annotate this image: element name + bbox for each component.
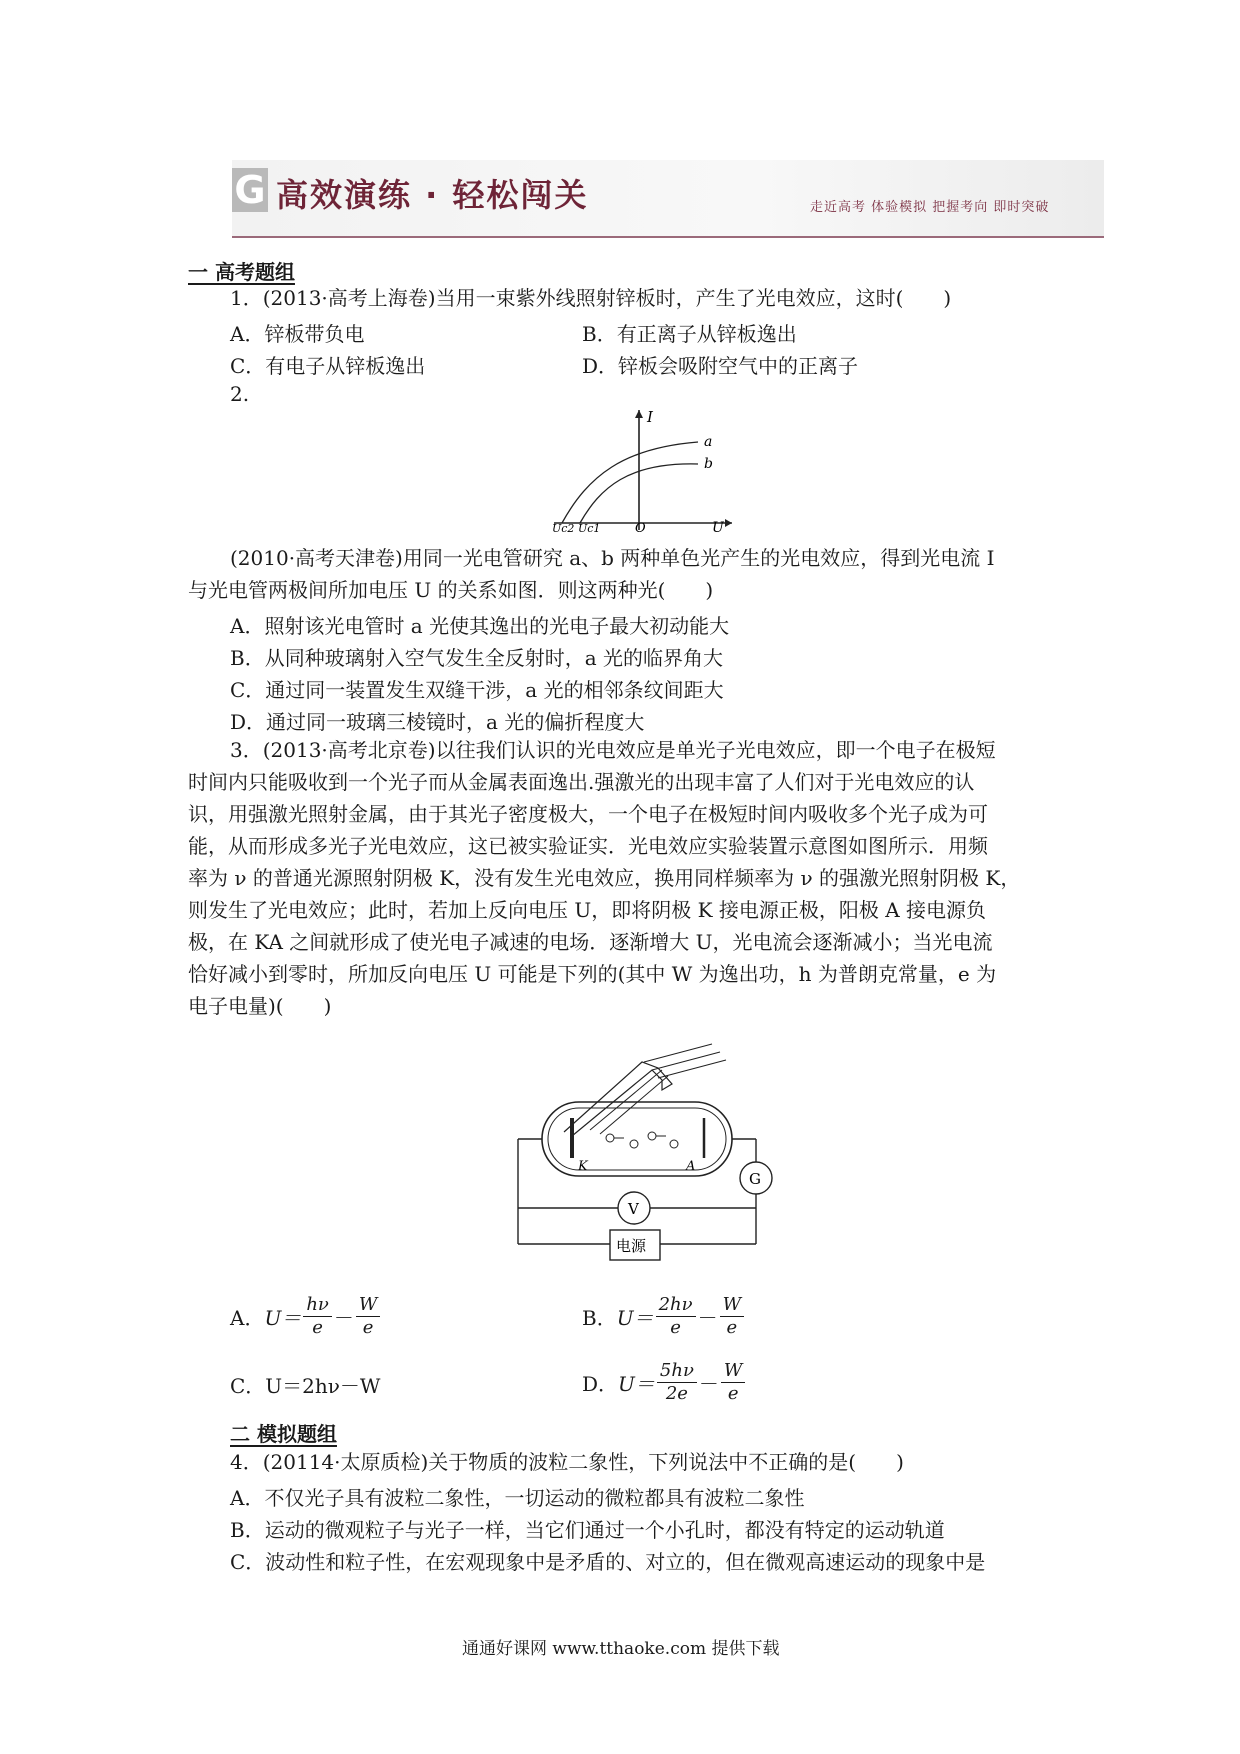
q2-number: 2. [230,382,250,406]
q2-uc2-label: Uc2 [552,522,575,534]
q3-electron-2 [630,1140,638,1148]
q2-curve-a-label: a [704,434,713,450]
q1-stem: 1．(2013·高考上海卷)当用一束紫外线照射锌板时，产生了光电效应，这时( ) [230,286,952,310]
header-slogan: 走近高考 体验模拟 把握考向 即时突破 [810,200,1050,215]
q3-option-d: D． U＝ $\frac{5h\nu}{2e}$ － $\frac{W}{e}$ [582,1360,747,1405]
q3-anode-label: A [686,1159,696,1174]
q3-galvanometer-label: G [749,1170,761,1188]
q4-option-b: B．运动的微观粒子与光子一样，当它们通过一个小孔时，都没有特定的运动轨道 [230,1518,945,1542]
q3-line-6: 则发生了光电效应；此时，若加上反向电压 U，即将阴极 K 接电源正极，阳极 A 接电源负 [188,898,987,922]
q3-light-ray-1 [590,1070,662,1130]
q3-line-5: 率为 ν 的普通光源照射阴极 K，没有发生光电效应，换用同样频率为 ν 的强激光照射阴极 K， [188,866,1021,890]
q3-electron-1 [606,1134,614,1142]
q2-y-label: I [647,408,653,426]
header-title: 高效演练 · 轻松闯关 [276,176,589,214]
q2-stem-line2: 与光电管两极间所加电压 U 的关系如图．则这两种光( ) [188,578,714,602]
q2-curve-b-label: b [704,456,713,472]
q3-line-8: 恰好减小到零时，所加反向电压 U 可能是下列的(其中 W 为逸出功，h 为普朗克常量，e 为 [188,962,997,986]
q3-power-source-label: 电源 [616,1237,647,1255]
q2-y-arrow [635,410,643,418]
q3-tube-inner [548,1108,726,1170]
q3-electron-3 [648,1132,656,1140]
q3-line-9: 电子电量)( ) [188,994,332,1018]
q3-circuit-diagram [512,1040,782,1264]
q4-option-c: C．波动性和粒子性，在宏观现象中是矛盾的、对立的，但在微观高速运动的现象中是 [230,1550,986,1574]
q2-curve-a [562,442,698,523]
q1-option-b: B．有正离子从锌板逸出 [582,322,797,346]
section-title-1: 一 高考题组 [188,260,295,284]
q3-window-tube [564,1062,672,1136]
q1-option-d: D．锌板会吸附空气中的正离子 [582,354,859,378]
q3-line-1: 3．(2013·高考北京卷)以往我们认识的光电效应是单光子光电效应，即一个电子在极短 [230,738,996,762]
q3-option-b: B． U＝ $\frac{2h\nu}{e}$ － $\frac{W}{e}$ [582,1294,746,1339]
q2-option-c: C．通过同一装置发生双缝干涉，a 光的相邻条纹间距大 [230,678,724,702]
q2-x-label: U [712,520,724,534]
q3-line-2: 时间内只能吸收到一个光子而从金属表面逸出.强激光的出现丰富了人们对于光电效应的认 [188,770,975,794]
q3-incoming-ray-2 [652,1052,720,1070]
q2-option-b: B．从同种玻璃射入空气发生全反射时，a 光的临界角大 [230,646,723,670]
q2-origin-label: O [635,521,646,534]
q3-option-c: C．U＝2hν－W [230,1374,381,1398]
q2-x-arrow [725,519,732,527]
q3-cathode-label: K [578,1159,588,1174]
q4-stem: 4．(20114·太原质检)关于物质的波粒二象性，下列说法中不正确的是( ) [230,1450,904,1474]
q2-iu-graph [548,406,738,534]
q3-option-a: A． U＝ $\frac{h\nu}{e}$ － $\frac{W}{e}$ [230,1294,382,1339]
q3-incoming-ray-1 [644,1044,712,1062]
q3-line-4: 能，从而形成多光子光电效应，这已被实验证实．光电效应实验装置示意图如图所示．用频 [188,834,988,858]
q4-option-a: A．不仅光子具有波粒二象性，一切运动的微粒都具有波粒二象性 [230,1486,805,1510]
q2-uc1-label: Uc1 [578,522,601,534]
q1-option-c: C．有电子从锌板逸出 [230,354,426,378]
q2-option-a: A．照射该光电管时 a 光使其逸出的光电子最大初动能大 [230,614,730,638]
q1-option-a: A．锌板带负电 [230,322,365,346]
page-footer: 通通好课网 www.tthaoke.com 提供下载 [462,1639,780,1659]
header-badge: G [232,168,268,212]
q3-voltmeter-label: V [628,1200,639,1218]
q3-electron-4 [670,1140,678,1148]
q3-incoming-ray-3 [658,1060,726,1078]
section-title-2: 二 模拟题组 [230,1422,337,1446]
q2-stem-line1: (2010·高考天津卷)用同一光电管研究 a、b 两种单色光产生的光电效应，得到光电流 I [230,546,995,570]
q3-line-7: 极，在 KA 之间就形成了使光电子减速的电场．逐渐增大 U，光电流会逐渐减小；当光电流 [188,930,993,954]
q2-option-d: D．通过同一玻璃三棱镜时，a 光的偏折程度大 [230,710,645,734]
q3-line-3: 识，用强激光照射金属，由于其光子密度极大，一个电子在极短时间内吸收多个光子成为可 [188,802,988,826]
